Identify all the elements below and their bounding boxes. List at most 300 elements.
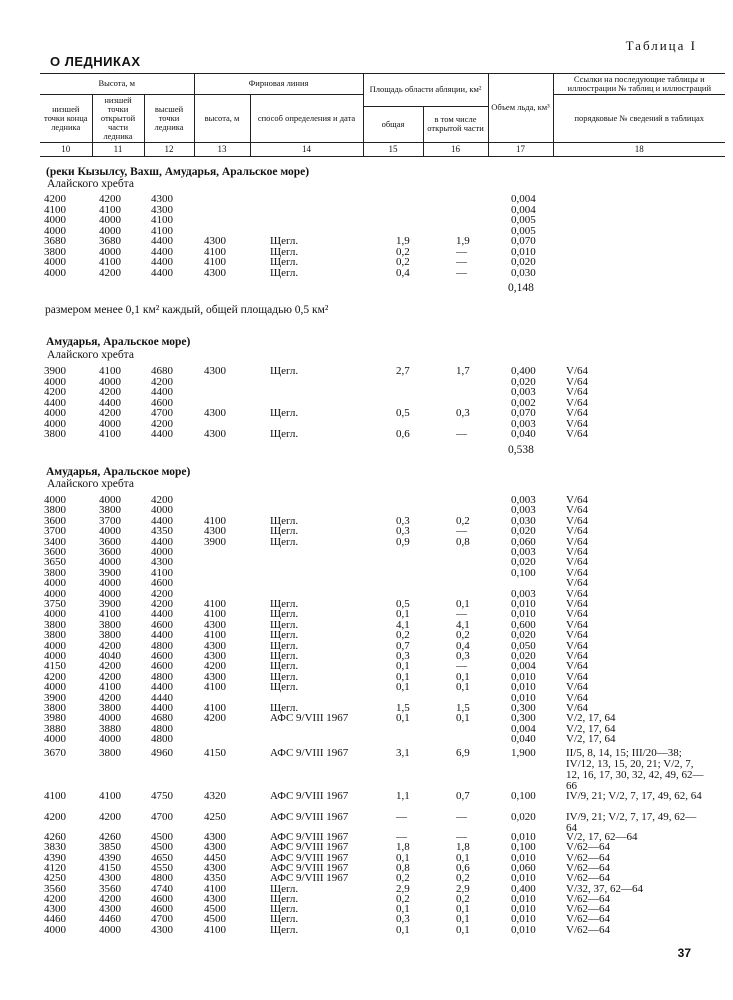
table-cell: 4200 [204, 712, 226, 725]
table-cell: АФС 9/VIII 1967 [270, 811, 349, 823]
table-cell: 0,010 [511, 903, 536, 916]
table-cell: V/64 [566, 525, 588, 538]
table-cell: 4000 [44, 650, 66, 662]
table-cell: 3600 [44, 514, 66, 527]
col-num: 16 [423, 142, 488, 156]
table-cell: 2,9 [396, 882, 410, 895]
table-cell: Щегл. [270, 245, 299, 258]
table-cell: 0,1 [456, 913, 470, 926]
table-cell: 4200 [44, 386, 66, 398]
table-cell: V/64 [566, 608, 588, 621]
table-cell: 4100 [204, 256, 226, 268]
header-seq: порядковые № сведений в таблицах [553, 94, 725, 142]
table-cell: 0,020 [511, 629, 536, 642]
table-cell: Щегл. [270, 535, 299, 548]
table-cell: 0,1 [396, 851, 410, 864]
table-cell: Щегл. [270, 235, 299, 247]
table-cell: 4200 [151, 598, 173, 610]
table-cell: АФС 9/VIII 1967 [270, 712, 349, 725]
table-cell: 4100 [204, 923, 226, 936]
table-cell: 4440 [151, 691, 173, 704]
section-heading: Амударья, Аральское море) [46, 466, 191, 478]
table-cell: 3670 [44, 747, 66, 759]
header-highest: высшей точки ледника [144, 94, 194, 142]
table-cell: 0,005 [511, 214, 536, 226]
table-cell: — [456, 245, 467, 258]
table-cell: 4680 [151, 712, 173, 725]
table-cell: Щегл. [270, 639, 299, 652]
table-cell: V/2, 17, 64 [566, 722, 616, 735]
table-cell: 0,1 [396, 903, 410, 916]
table-cell: 4500 [204, 903, 226, 916]
table-row [0, 925, 733, 936]
table-cell: 4600 [151, 892, 173, 905]
table-cell: 0,040 [511, 428, 536, 440]
table-cell: 0,2 [396, 245, 410, 258]
table-cell: Щегл. [270, 702, 299, 714]
table-cell: Щегл. [270, 514, 299, 527]
table-cell: V/64 [566, 504, 588, 517]
table-cell: 0,003 [511, 504, 536, 517]
table-cell: 4400 [151, 514, 173, 527]
table-cell: 0,1 [456, 681, 470, 694]
table-cell: 2,9 [456, 882, 470, 895]
table-cell: 4350 [204, 872, 226, 885]
table-cell: V/64 [566, 546, 588, 558]
table-cell: 4390 [99, 851, 121, 864]
table-cell: 6,9 [456, 747, 470, 759]
table-cell: 3560 [99, 882, 121, 895]
table-cell: V/64 [566, 566, 588, 579]
table-cell: 0,1 [396, 712, 410, 725]
table-cell: 4550 [151, 861, 173, 874]
table-cell: V/64 [566, 386, 588, 398]
table-cell: Щегл. [270, 525, 299, 538]
table-cell: 4260 [99, 831, 121, 843]
table-cell: 4150 [204, 747, 226, 759]
table-cell: 4260 [44, 831, 66, 843]
table-cell: 3400 [44, 535, 66, 548]
table-cell: 4100 [99, 608, 121, 621]
table-cell: 4000 [99, 923, 121, 936]
table-cell: 0,2 [396, 629, 410, 642]
table-cell: 4000 [44, 577, 66, 590]
table-cell: 0,1 [456, 712, 470, 725]
table-cell: — [456, 256, 467, 268]
table-cell: 0,005 [511, 224, 536, 237]
table-cell: 4100 [99, 256, 121, 268]
table-cell: 4300 [151, 556, 173, 569]
table-cell: 4300 [204, 618, 226, 631]
table-cell: 4200 [151, 417, 173, 430]
table-header [40, 73, 725, 157]
table-cell: 4600 [151, 396, 173, 409]
table-cell: 4200 [99, 811, 121, 823]
table-cell: 4200 [99, 407, 121, 419]
header-open-area: в том числе открытой части [423, 106, 488, 142]
table-cell: 4100 [204, 514, 226, 527]
table-cell: 4460 [44, 913, 66, 926]
table-cell: 4600 [151, 577, 173, 590]
table-cell: 4150 [44, 660, 66, 673]
table-cell: V/64 [566, 375, 588, 388]
table-cell: 0,2 [456, 514, 470, 527]
table-cell: 4400 [151, 702, 173, 714]
table-cell: 4000 [99, 245, 121, 258]
table-cell: 3800 [99, 702, 121, 714]
table-cell: 0,4 [396, 266, 410, 279]
table-cell: 0,010 [511, 681, 536, 694]
table-cell: 4200 [99, 193, 121, 205]
table-cell: 4700 [151, 811, 173, 823]
table-cell: 4400 [44, 396, 66, 409]
table-cell: V/62—64 [566, 923, 610, 936]
table-cell: 4000 [44, 407, 66, 419]
table-cell: 4400 [151, 428, 173, 440]
table-cell: 4200 [99, 386, 121, 398]
table-cell-refs: II/5, 8, 14, 15; III/20—38; IV/12, 13, 15, 20, 21; V/2, 7, 12, 16, 17, 30, 32, 42, 49, 62—66 [566, 747, 704, 792]
table-cell: — [456, 525, 467, 538]
table-cell: 0,020 [511, 650, 536, 662]
table-cell: 0,400 [511, 882, 536, 895]
table-cell: 4000 [44, 256, 66, 268]
table-cell: 0,010 [511, 892, 536, 905]
table-cell: 4000 [44, 923, 66, 936]
table-cell: 0,3 [456, 407, 470, 419]
table-cell: 4100 [44, 790, 66, 802]
table-cell: АФС 9/VIII 1967 [270, 790, 349, 802]
table-cell: 4040 [99, 650, 121, 662]
table-cell: V/64 [566, 407, 588, 419]
table-cell: 0,300 [511, 702, 536, 714]
table-cell: 4000 [44, 494, 66, 506]
table-row [0, 811, 733, 834]
table-cell: — [396, 831, 407, 843]
table-cell: V/2, 17, 64 [566, 712, 616, 725]
table-cell: V/64 [566, 417, 588, 430]
table-cell: 4400 [99, 396, 121, 409]
table-cell: 0,060 [511, 535, 536, 548]
table-cell: 4300 [99, 872, 121, 885]
table-cell: 4800 [151, 639, 173, 652]
table-cell: V/64 [566, 556, 588, 569]
table-cell: 0,1 [456, 903, 470, 916]
table-cell: — [456, 831, 467, 843]
table-cell: 4650 [151, 851, 173, 864]
table-cell: 0,010 [511, 245, 536, 258]
table-cell: 1,7 [456, 365, 470, 377]
table-cell: 4200 [151, 375, 173, 388]
section-subheading: Алайского хребта [47, 178, 134, 190]
table-cell: 0,004 [511, 722, 536, 735]
table-cell: 4120 [44, 861, 66, 874]
table-cell: 4100 [151, 214, 173, 226]
table-cell: 4600 [151, 660, 173, 673]
table-cell: 1,8 [456, 841, 470, 854]
table-cell: 0,6 [396, 428, 410, 440]
table-cell: 4100 [99, 365, 121, 377]
note: размером менее 0,1 км² каждый, общей площадью 0,5 км² [45, 304, 329, 316]
table-cell: 4100 [204, 608, 226, 621]
table-cell: 0,1 [396, 923, 410, 936]
table-cell: 0,003 [511, 587, 536, 600]
table-cell: 4700 [151, 913, 173, 926]
table-cell: V/2, 17, 62—64 [566, 831, 638, 843]
table-cell: 4,1 [456, 618, 470, 631]
table-cell: 4300 [151, 193, 173, 205]
table-cell: 4200 [44, 892, 66, 905]
table-cell: 0,004 [511, 193, 536, 205]
table-cell: 4100 [204, 598, 226, 610]
table-cell: 0,3 [396, 525, 410, 538]
table-cell: 4100 [151, 224, 173, 237]
table-cell: 0,010 [511, 923, 536, 936]
table-cell: 4400 [151, 266, 173, 279]
table-cell: 3900 [44, 691, 66, 704]
table-cell: — [456, 266, 467, 279]
table-cell: 3600 [99, 535, 121, 548]
table-cell: 0,010 [511, 691, 536, 704]
table-cell: 3800 [99, 747, 121, 759]
table-cell: 0,060 [511, 861, 536, 874]
table-cell: 0,020 [511, 556, 536, 569]
table-cell: АФС 9/VIII 1967 [270, 841, 349, 854]
table-cell: 0,2 [456, 872, 470, 885]
table-row [0, 747, 733, 792]
table-cell: Щегл. [270, 923, 299, 936]
table-cell: 4100 [99, 203, 121, 216]
table-cell: Щегл. [270, 266, 299, 279]
table-cell: 4600 [151, 618, 173, 631]
table-cell: 0,020 [511, 256, 536, 268]
header-ablation: Площадь области абляции, км² [363, 74, 488, 107]
table-cell: 1,5 [396, 702, 410, 714]
table-cell: V/64 [566, 681, 588, 694]
table-cell: Щегл. [270, 618, 299, 631]
table-cell: 4100 [151, 566, 173, 579]
table-cell: 4100 [99, 790, 121, 802]
table-cell: Щегл. [270, 913, 299, 926]
table-cell: 0,020 [511, 375, 536, 388]
col-num: 12 [144, 142, 194, 156]
table-cell: Щегл. [270, 629, 299, 642]
table-cell: 4200 [44, 670, 66, 683]
table-cell: 4000 [99, 214, 121, 226]
table-cell: V/64 [566, 428, 588, 440]
table-cell: 3850 [99, 841, 121, 854]
col-num: 13 [194, 142, 250, 156]
page-title: О ЛЕДНИКАХ [50, 54, 141, 69]
table-cell: 3800 [44, 566, 66, 579]
table-cell: АФС 9/VIII 1967 [270, 851, 349, 864]
table-cell: 1,8 [396, 841, 410, 854]
table-cell: 4000 [99, 577, 121, 590]
table-cell: 4800 [151, 722, 173, 735]
table-cell: 4450 [204, 851, 226, 864]
table-cell: V/64 [566, 587, 588, 600]
table-cell: 3900 [99, 566, 121, 579]
table-cell: 3830 [44, 841, 66, 854]
table-cell: 0,004 [511, 203, 536, 216]
header-volume: Объем льда, км³ [488, 74, 553, 143]
table-cell: 4320 [204, 790, 226, 802]
table-cell: 4000 [99, 375, 121, 388]
table-cell: 4000 [44, 639, 66, 652]
col-num: 17 [488, 142, 553, 156]
table-cell: 4200 [99, 892, 121, 905]
table-cell: 4100 [204, 245, 226, 258]
table-cell: 0,1 [456, 598, 470, 610]
table-cell: 4000 [99, 525, 121, 538]
table-cell: V/64 [566, 629, 588, 642]
section-total: 0,148 [508, 282, 534, 294]
table-cell: 0,004 [511, 660, 536, 673]
table-cell: 3880 [99, 722, 121, 735]
col-num: 18 [553, 142, 725, 156]
table-cell: Щегл. [270, 650, 299, 662]
table-cell: Щегл. [270, 903, 299, 916]
table-cell: V/62—64 [566, 841, 610, 854]
table-cell: 0,7 [396, 639, 410, 652]
table-cell: Щегл. [270, 428, 299, 440]
table-cell: 4200 [44, 193, 66, 205]
table-cell: 0,003 [511, 417, 536, 430]
table-cell: 4350 [151, 525, 173, 538]
table-cell: V/64 [566, 535, 588, 548]
table-cell: V/64 [566, 618, 588, 631]
table-cell: 4000 [99, 712, 121, 725]
table-cell: 4200 [151, 587, 173, 600]
table-cell: Щегл. [270, 670, 299, 683]
table-cell: АФС 9/VIII 1967 [270, 747, 349, 759]
table-cell: 4000 [44, 224, 66, 237]
table-cell: 4200 [151, 494, 173, 506]
table-cell: V/64 [566, 396, 588, 409]
table-cell: 4300 [204, 235, 226, 247]
table-cell: 3700 [99, 514, 121, 527]
table-cell: 3800 [99, 504, 121, 517]
table-cell: 4300 [204, 365, 226, 377]
table-cell: 0,010 [511, 608, 536, 621]
table-cell: 3680 [44, 235, 66, 247]
table-cell: 4000 [151, 504, 173, 517]
table-cell: 0,4 [456, 639, 470, 652]
table-cell: 4250 [204, 811, 226, 823]
table-cell: 1,9 [396, 235, 410, 247]
table-cell: 4000 [44, 214, 66, 226]
table-cell: 4100 [204, 702, 226, 714]
table-cell: 3700 [44, 525, 66, 538]
section-subheading: Алайского хребта [47, 478, 134, 490]
table-cell: 4500 [204, 913, 226, 926]
table-cell: 0,040 [511, 733, 536, 746]
table-cell: 4000 [44, 587, 66, 600]
table-cell: V/62—64 [566, 903, 610, 916]
table-cell: 0,3 [396, 514, 410, 527]
table-cell: 4400 [151, 256, 173, 268]
table-cell: 4600 [151, 903, 173, 916]
table-cell: 3800 [44, 618, 66, 631]
table-cell: Щегл. [270, 608, 299, 621]
table-cell: Щегл. [270, 407, 299, 419]
header-firn-height: высота, м [194, 94, 250, 142]
table-cell: 4300 [151, 923, 173, 936]
section-heading: (реки Кызылсу, Вахш, Амударья, Аральское море) [46, 166, 310, 178]
table-cell: 4400 [151, 235, 173, 247]
table-cell: 1,9 [456, 235, 470, 247]
table-cell: 1,900 [511, 747, 536, 759]
table-cell: 4300 [99, 903, 121, 916]
table-cell: 3560 [44, 882, 66, 895]
table-cell: 0,003 [511, 494, 536, 506]
table-cell: 0,020 [511, 525, 536, 538]
table-cell: — [456, 428, 467, 440]
table-cell: 0,2 [396, 256, 410, 268]
table-cell: 0,8 [396, 861, 410, 874]
section-heading: Амударья, Аральское море) [46, 336, 191, 348]
table-cell: 0,030 [511, 514, 536, 527]
header-refs: Ссылки на последующие таблицы и иллюстрации № таблиц и иллюстраций [553, 74, 725, 95]
table-cell: 0,600 [511, 618, 536, 631]
table-cell: 0,1 [396, 681, 410, 694]
table-cell: 0,1 [396, 670, 410, 683]
table-cell: 4000 [44, 608, 66, 621]
table-cell: 4200 [204, 660, 226, 673]
table-cell: 4150 [99, 861, 121, 874]
table-cell: 4000 [151, 546, 173, 558]
table-cell: 0,300 [511, 712, 536, 725]
table-cell: 4500 [151, 841, 173, 854]
table-cell: 0,010 [511, 913, 536, 926]
table-cell: 0,7 [456, 790, 470, 802]
table-cell: 4680 [151, 365, 173, 377]
table-cell: 4000 [44, 733, 66, 746]
table-cell: 3800 [44, 629, 66, 642]
table-cell: V/64 [566, 660, 588, 673]
col-num: 14 [250, 142, 363, 156]
table-cell: V/64 [566, 598, 588, 610]
table-cell: 0,100 [511, 841, 536, 854]
table-cell: Щегл. [270, 598, 299, 610]
table-cell: 3800 [44, 504, 66, 517]
table-cell: 4500 [151, 831, 173, 843]
table-cell: V/64 [566, 670, 588, 683]
table-cell: Щегл. [270, 256, 299, 268]
table-cell: 4400 [151, 629, 173, 642]
table-cell: 4750 [151, 790, 173, 802]
table-cell: 4300 [204, 831, 226, 843]
table-cell: 0,070 [511, 407, 536, 419]
table-cell: 0,1 [396, 660, 410, 673]
table-cell: 0,400 [511, 365, 536, 377]
table-cell: 4800 [151, 872, 173, 885]
table-cell: 4400 [151, 681, 173, 694]
table-cell: 4200 [44, 811, 66, 823]
table-cell: V/64 [566, 514, 588, 527]
table-cell: 4000 [99, 733, 121, 746]
table-cell: 4300 [204, 428, 226, 440]
table-cell: 4,1 [396, 618, 410, 631]
table-cell: Щегл. [270, 660, 299, 673]
table-cell: 0,1 [396, 608, 410, 621]
header-firn: Фирновая линия [194, 74, 363, 95]
table-cell: 4000 [44, 266, 66, 279]
table-cell: V/2, 17, 64 [566, 733, 616, 746]
table-cell: 4700 [151, 407, 173, 419]
table-cell: 4300 [151, 203, 173, 216]
table-cell: V/64 [566, 494, 588, 506]
table-cell: 4000 [44, 417, 66, 430]
